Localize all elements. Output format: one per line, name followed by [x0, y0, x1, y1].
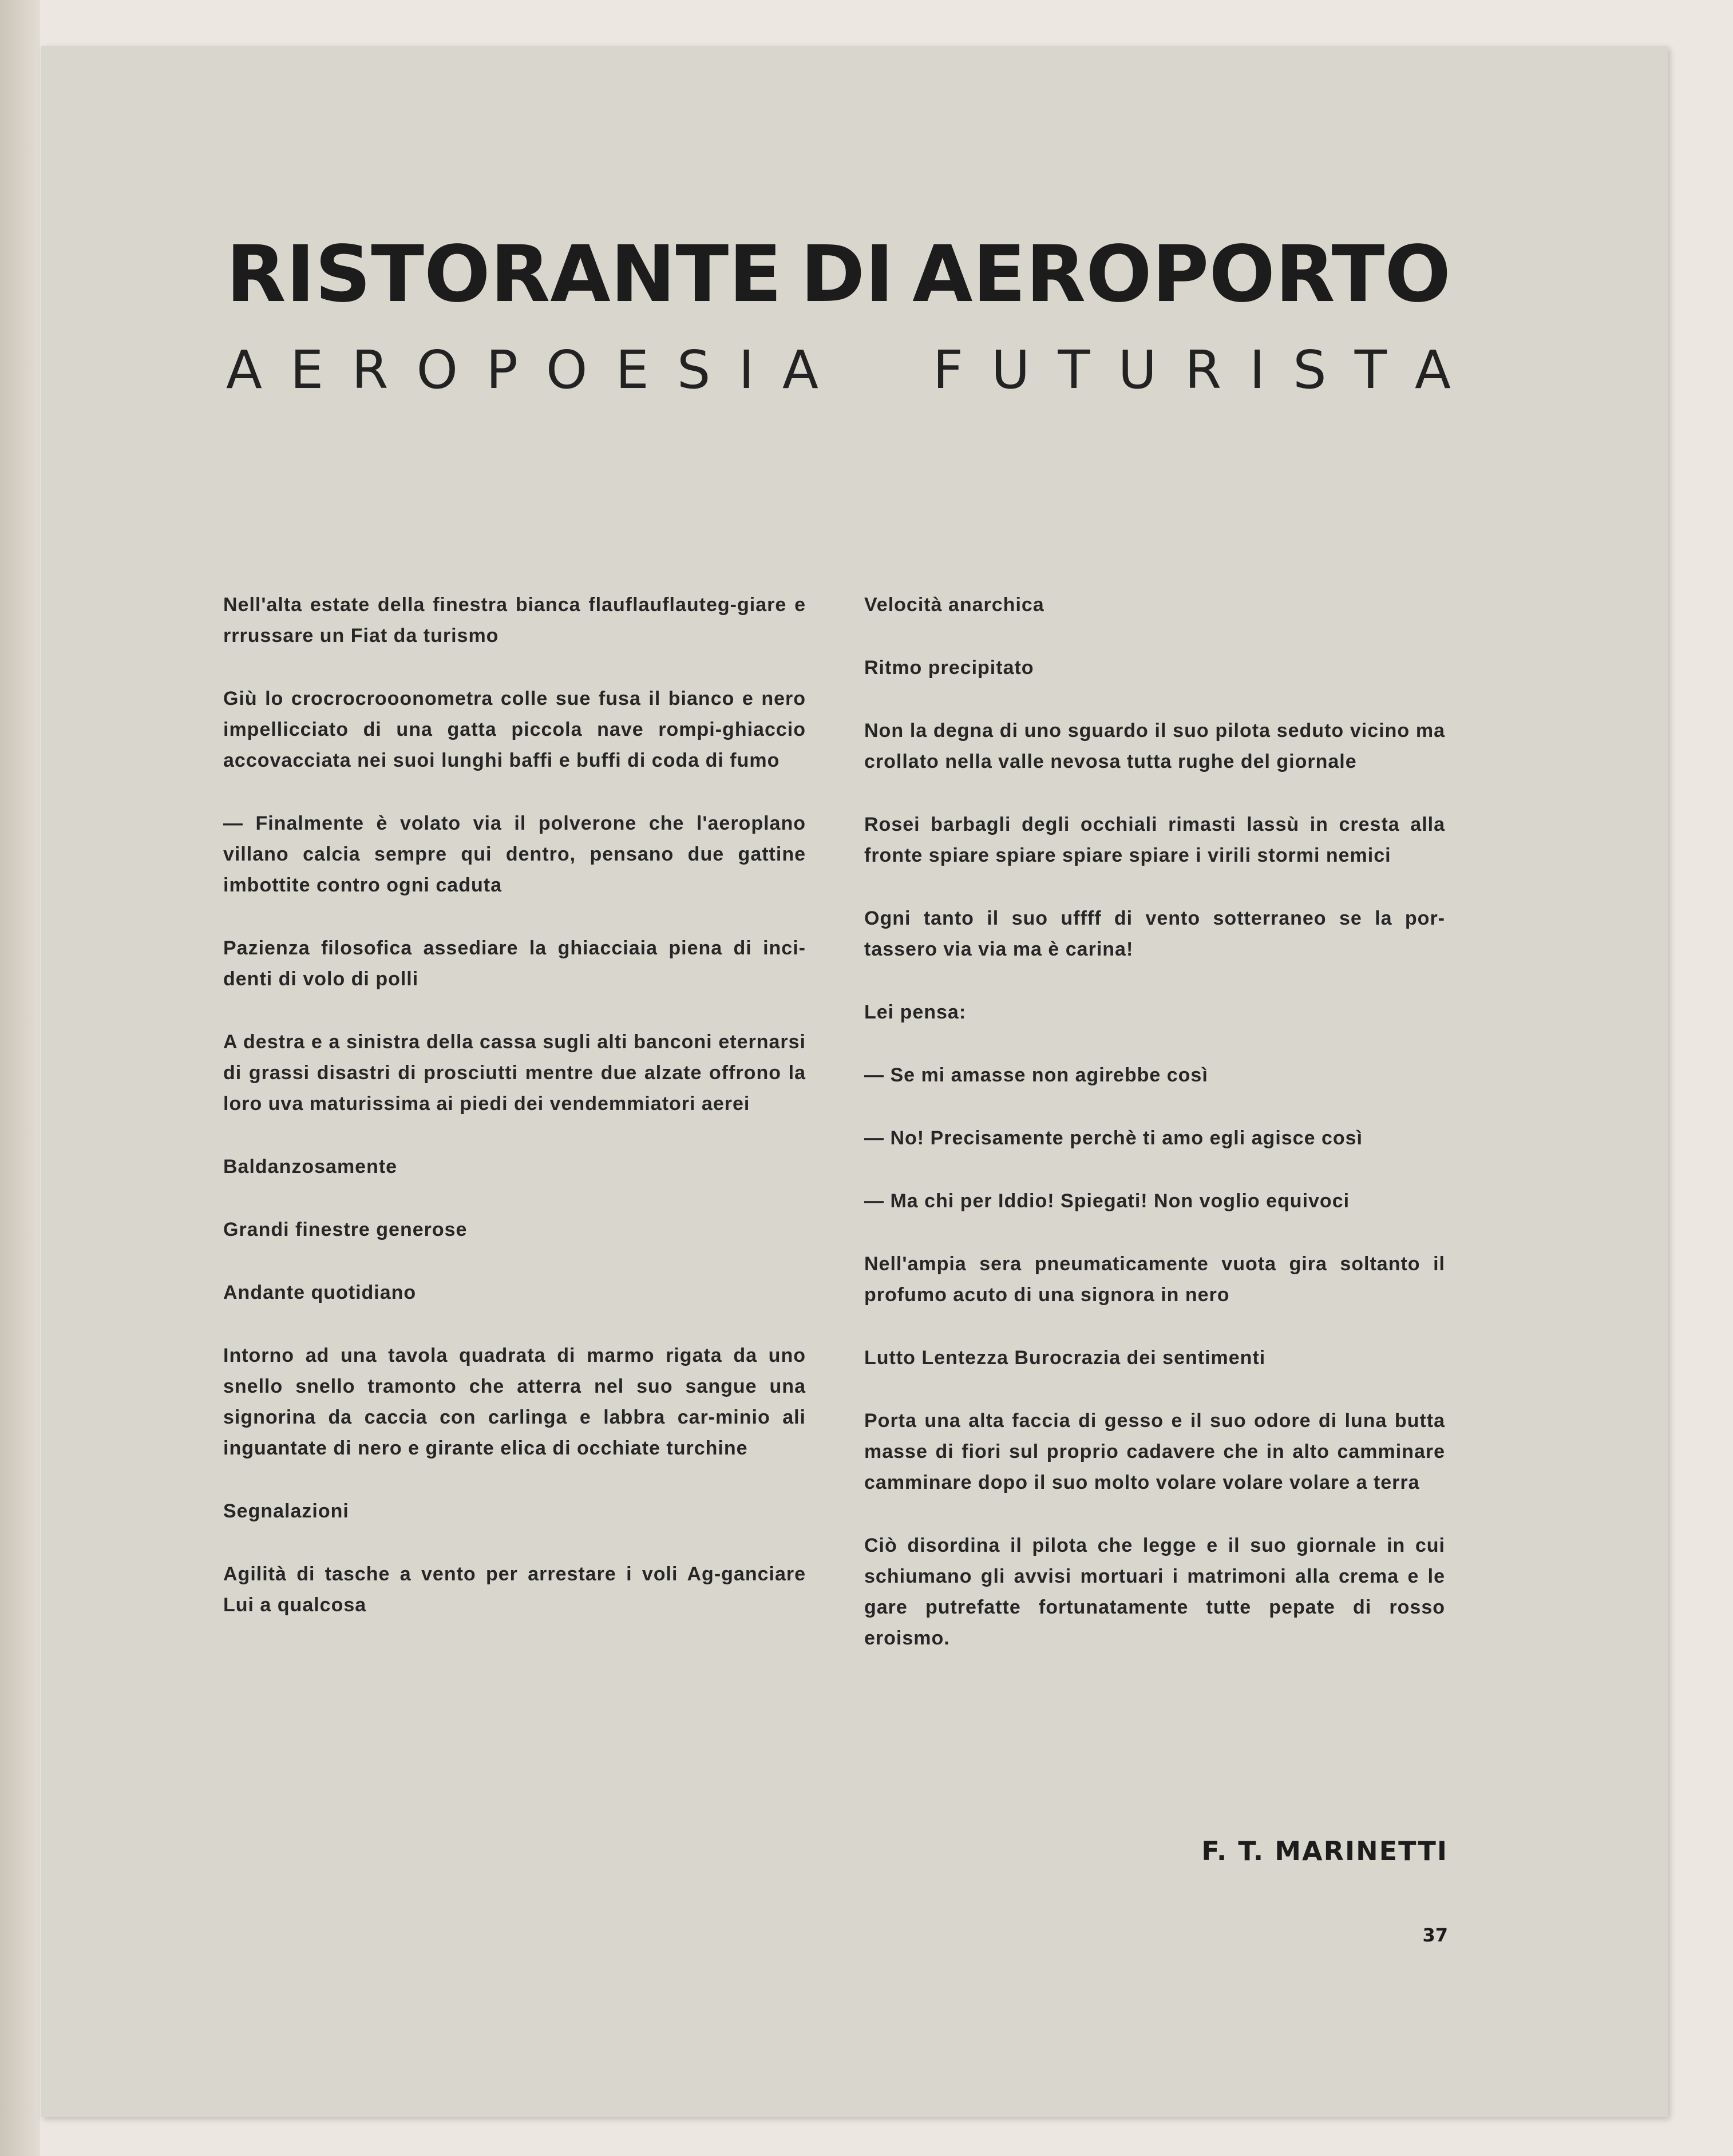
- subtitle-letter: U: [991, 339, 1030, 401]
- poem-paragraph: Lei pensa:: [864, 1001, 967, 1023]
- title-word: AEROPORTO: [912, 229, 1451, 320]
- subtitle-letter: A: [1415, 339, 1451, 401]
- poem-paragraph: Porta una alta faccia di gesso e il suo odore di luna butta masse di fiori sul proprio cadavere che in alto camminare camminare dopo il suo molto volare volare volare a terra: [864, 1410, 1445, 1493]
- right-text-column: [864, 589, 1445, 1686]
- subtitle-letter: R: [1185, 339, 1221, 401]
- poem-paragraph: Ciò disordina il pilota che legge e il suo giornale in cui schiumano gli avvisi mortuari i matrimoni alla crema e le gare putrefatte fortunatamente tutte pepate di rosso eroismo.: [864, 1535, 1445, 1649]
- subtitle-letter: O: [416, 339, 458, 401]
- subtitle-letter: E: [615, 339, 649, 401]
- poem-paragraph: Nell'ampia sera pneumaticamente vuota gira soltanto il profumo acuto di una signora in nero: [864, 1253, 1445, 1306]
- poem-paragraph: Non la degna di uno sguardo il suo pilota seduto vicino ma crollato nella valle nevosa tutta rughe del giornale: [864, 720, 1445, 772]
- poem-paragraph: Ritmo precipitato: [864, 657, 1034, 679]
- subtitle-letter: A: [782, 339, 818, 401]
- subtitle-letter: O: [546, 339, 588, 401]
- poem-paragraph: — No! Precisamente perchè ti amo egli agisce così: [864, 1127, 1363, 1149]
- page-number: 37: [1422, 1924, 1448, 1946]
- subtitle-word: [933, 339, 1451, 402]
- poem-paragraph: Grandi finestre generose: [223, 1219, 468, 1241]
- subtitle-letter: T: [1058, 339, 1090, 401]
- page-subtitle: [226, 339, 1451, 402]
- poem-paragraph: Pazienza filosofica assediare la ghiacciaia piena di inci-denti di volo di polli: [223, 937, 806, 990]
- poem-paragraph: Segnalazioni: [223, 1500, 349, 1522]
- subtitle-letter: T: [1354, 339, 1387, 401]
- left-text-column: [223, 589, 806, 1652]
- subtitle-letter: U: [1118, 339, 1157, 401]
- poem-paragraph: Nell'alta estate della finestra bianca flauflauflauteg-giare e rrrussare un Fiat da turismo: [223, 594, 806, 647]
- poem-paragraph: Giù lo crocrocrooonometra colle sue fusa il bianco e nero impellicciato di una gatta piccola nave rompi-ghiaccio accovacciata nei suoi lunghi baffi e buffi di coda di fumo: [223, 688, 806, 771]
- poem-paragraph: Lutto Lentezza Burocrazia dei sentimenti: [864, 1347, 1266, 1369]
- poem-paragraph: — Ma chi per Iddio! Spiegati! Non voglio equivoci: [864, 1190, 1350, 1212]
- subtitle-letter: I: [1249, 339, 1265, 401]
- title-word: DI: [800, 229, 894, 320]
- poem-paragraph: A destra e a sinistra della cassa sugli alti banconi eternarsi di grassi disastri di prosciutti mentre due alzate offrono la loro uva maturissima ai piedi dei vendemmiatori aerei: [223, 1031, 806, 1115]
- poem-paragraph: Ogni tanto il suo uffff di vento sotterraneo se la por-tassero via via ma è carina!: [864, 907, 1445, 960]
- poem-paragraph: Velocità anarchica: [864, 594, 1044, 616]
- subtitle-letter: E: [290, 339, 324, 401]
- subtitle-letter: I: [738, 339, 754, 401]
- poem-paragraph: Baldanzosamente: [223, 1156, 398, 1178]
- poem-paragraph: Agilità di tasche a vento per arrestare i voli Ag-ganciare Lui a qualcosa: [223, 1563, 806, 1616]
- subtitle-word: [226, 339, 818, 402]
- poem-paragraph: Andante quotidiano: [223, 1282, 417, 1303]
- binding-spine: [0, 0, 40, 2156]
- poem-paragraph: Intorno ad una tavola quadrata di marmo rigata da uno snello snello tramonto che atterra nel suo sangue una signorina da caccia con carlinga e labbra car-minio ali inguantate di nero e girante elica di occhiate turchine: [223, 1345, 806, 1459]
- subtitle-letter: F: [933, 339, 963, 401]
- title-word: RISTORANTE: [226, 229, 782, 320]
- subtitle-letter: P: [486, 339, 518, 401]
- author-signature: F. T. MARINETTI: [1201, 1836, 1448, 1866]
- subtitle-letter: A: [226, 339, 262, 401]
- poem-paragraph: — Finalmente è volato via il polverone che l'aeroplano villano calcia sempre qui dentro, pensano due gattine imbottite contro ogni caduta: [223, 813, 806, 896]
- subtitle-letter: S: [1293, 339, 1327, 401]
- poem-paragraph: — Se mi amasse non agirebbe così: [864, 1064, 1208, 1086]
- subtitle-letter: S: [677, 339, 711, 401]
- subtitle-letter: R: [351, 339, 389, 401]
- page-title: [226, 229, 1451, 320]
- poem-paragraph: Rosei barbagli degli occhiali rimasti lassù in cresta alla fronte spiare spiare spiare spiare i virili stormi nemici: [864, 814, 1445, 866]
